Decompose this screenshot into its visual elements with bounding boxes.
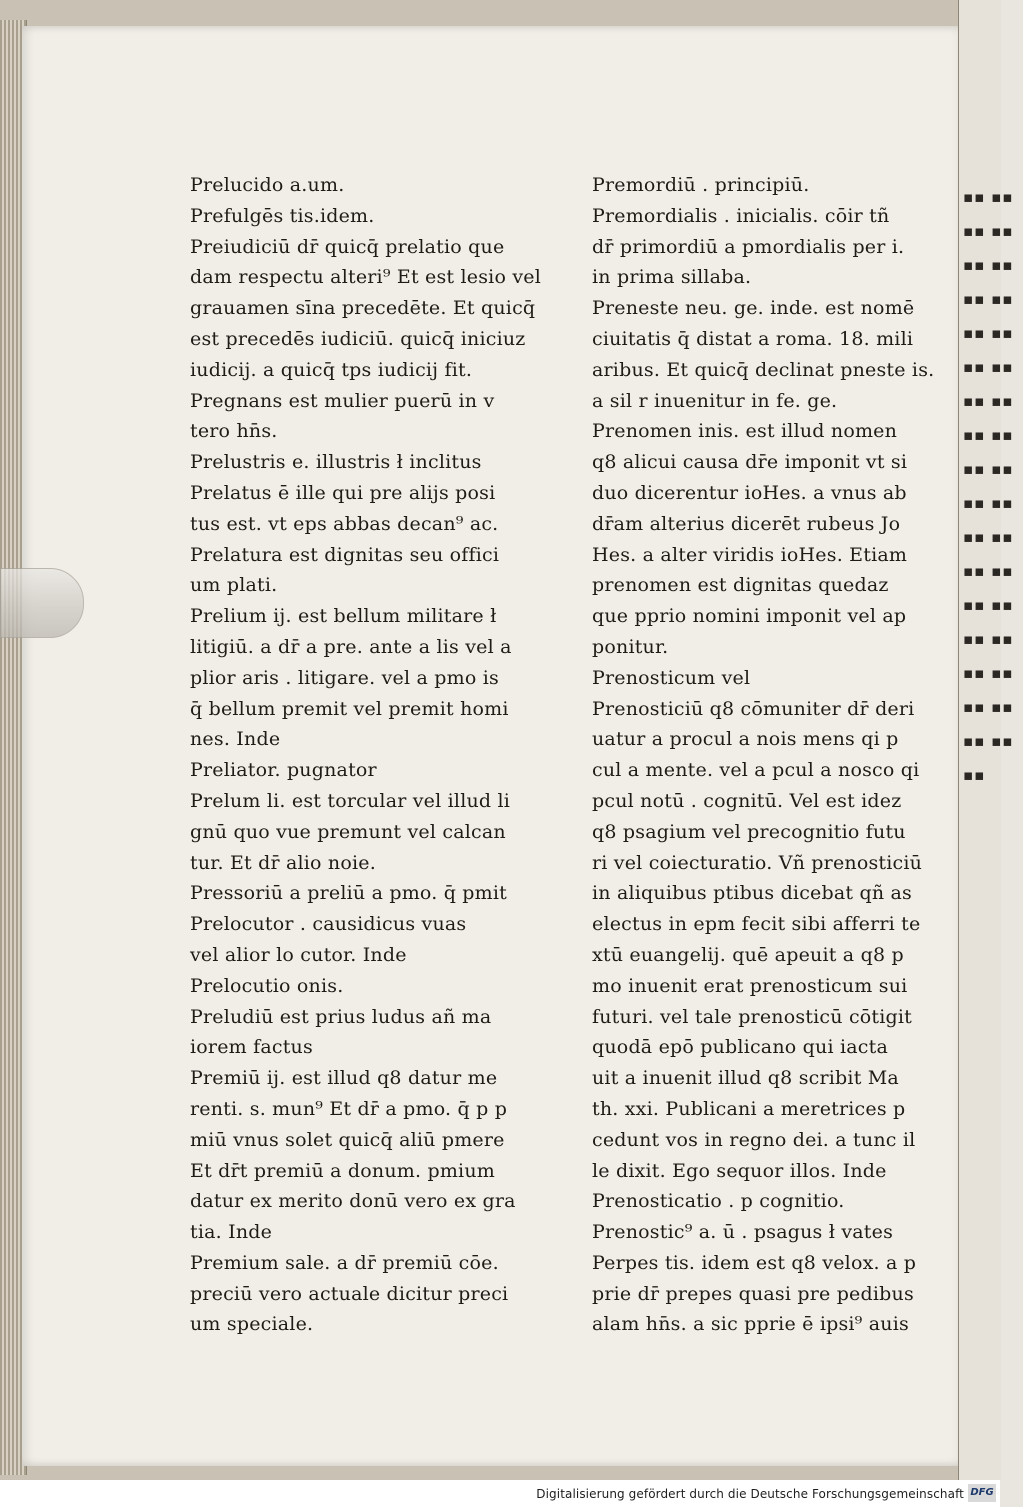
text-line: le dixit. Ego sequor illos. Inde (592, 1159, 887, 1182)
text-line: Prelocutor . causidicus vuas (190, 913, 467, 936)
text-line: dam respectu alteri⁹ Et est lesio vel (190, 266, 541, 289)
text-line: litigiū. a dr̄ a pre. ante a lis vel a (190, 635, 512, 658)
text-line: q̄ bellum premit vel premit homi (190, 697, 509, 720)
text-line: quodā epō publicano qui iacta (592, 1036, 888, 1059)
text-line: um speciale. (190, 1313, 314, 1336)
text-line: preciū vero actuale dicitur preci (190, 1282, 509, 1305)
text-line: q8 psagium vel precognitio futu (592, 820, 906, 843)
text-line: grauamen sīna precedēte. Et quicq̄ (190, 297, 536, 320)
text-line: Premordialis . inicialis. cōir tñ (592, 204, 890, 227)
text-line: uatur a procul a nois mens qi p (592, 728, 899, 751)
text-line: ciuitatis q̄ distat a roma. 18. mili (592, 327, 914, 350)
text-line: miū vnus solet quicq̄ aliū pmere (190, 1128, 505, 1151)
text-line: Prelatura est dignitas seu offici (190, 543, 500, 566)
text-line: th. xxi. Publicani a meretrices p (592, 1097, 906, 1120)
text-line: ponitur. (592, 635, 669, 658)
text-line: Preliator. pugnator (190, 759, 377, 782)
text-line: duo dicerentur ioHes. a vnus ab (592, 481, 907, 504)
text-line: electus in epm fecit sibi afferri te (592, 913, 921, 936)
right-text-column (592, 170, 935, 1340)
text-line: que pprio nomini imponit vel ap (592, 605, 907, 628)
text-line: xtū euangelij. quē apeuit a q8 p (592, 943, 904, 966)
text-line: dr̄ primordiū a pmordialis per i. (592, 235, 905, 258)
text-line: mo inuenit erat prenosticum sui (592, 974, 908, 997)
text-line: Pregnans est mulier puerū in v (190, 389, 495, 412)
text-line: Prelatus ē ille qui pre alijs posi (190, 481, 496, 504)
text-line: iorem factus (190, 1036, 313, 1059)
text-line: Prelium ij. est bellum militare ł (190, 605, 497, 628)
text-line: uit a inuenit illud q8 scribit Ma (592, 1067, 899, 1090)
text-line: datur ex merito donū vero ex gra (190, 1190, 516, 1213)
text-line: Perpes tis. idem est q8 velox. a p (592, 1251, 917, 1274)
text-line: Prenosticum vel (592, 666, 751, 689)
left-text-column (190, 170, 541, 1340)
text-line: Prenostic⁹ a. ū . psagus ł vates (592, 1221, 894, 1244)
text-line: prenomen est dignitas quedaz (592, 574, 889, 597)
text-line: alam hn̄s. a sic pprie ē ipsi⁹ auis (592, 1313, 909, 1336)
text-line: Preludiū est prius ludus añ ma (190, 1005, 492, 1028)
text-line: cedunt vos in regno dei. a tunc il (592, 1128, 916, 1151)
text-line: um plati. (190, 574, 278, 597)
text-line: pcul notū . cognitū. Vel est idez (592, 789, 902, 812)
text-line: tus est. vt eps abbas decan⁹ ac. (190, 512, 499, 535)
text-line: est precedēs iudiciū. quicq̄ iniciuz (190, 327, 526, 350)
text-line: aribus. Et quicq̄ declinat pneste is. (592, 358, 935, 381)
text-line: futuri. vel tale prenosticū cōtigit (592, 1005, 913, 1028)
text-line: nes. Inde (190, 728, 281, 751)
text-line: Et dr̄t premiū a donum. pmium (190, 1159, 495, 1182)
text-line: plior aris . litigare. vel a pmo is (190, 666, 499, 689)
text-line: Premium sale. a dr̄ premiū cōe. (190, 1251, 499, 1274)
page-clip (0, 568, 84, 638)
text-line: dr̄am alterius dicerēt rubeus Jo (592, 512, 901, 535)
text-line: cul a mente. vel a pcul a nosco qi (592, 759, 920, 782)
text-line: vel alior lo cutor. Inde (190, 943, 407, 966)
text-line: in prima sillaba. (592, 266, 752, 289)
text-line: tero hn̄s. (190, 420, 278, 443)
text-line: Prelum li. est torcular vel illud li (190, 789, 511, 812)
text-line: Prelustris e. illustris ł inclitus (190, 451, 482, 474)
text-line: gnū quo vue premunt vel calcan (190, 820, 506, 843)
text-line: Premordiū . principiū. (592, 174, 810, 196)
text-line: Premiū ij. est illud q8 datur me (190, 1067, 498, 1090)
text-line: tur. Et dr̄ alio noie. (190, 851, 376, 874)
text-line: Prenosticiū q8 cōmuniter dr̄ deri (592, 697, 915, 720)
text-line: Prenosticatio . p cognitio. (592, 1190, 845, 1213)
funding-credit: Digitalisierung gefördert durch die Deutsche Forschungsgemeinschaft (536, 1487, 964, 1501)
text-line: tia. Inde (190, 1221, 273, 1244)
text-line: Preiudiciū dr̄ quicq̄ prelatio que (190, 235, 505, 258)
text-line: Preneste neu. ge. inde. est nomē (592, 297, 915, 320)
text-line: q8 alicui causa dr̄e imponit vt si (592, 451, 908, 474)
text-line: a sil r inuenitur in fe. ge. (592, 389, 838, 412)
facing-page-bleed-text: ▪▪ ▪▪ ▪▪ ▪▪ ▪▪ ▪▪ ▪▪ ▪▪ ▪▪ ▪▪ ▪▪ ▪▪ ▪▪ ▪▪ ▪▪ ▪▪ ▪▪ ▪▪ ▪▪ ▪▪ ▪▪ ▪▪ ▪▪ ▪▪ ▪▪ ▪▪ ▪▪ ▪▪ ▪▪ ▪▪ ▪▪ ▪▪ ▪▪ ▪▪ ▪▪ (963, 188, 1014, 784)
text-line: Pressoriū a preliū a pmo. q̄ pmit (190, 882, 507, 905)
text-line: iudicij. a quicq̄ tps iudicij fit. (190, 358, 473, 381)
text-line: Prefulgēs tis.idem. (190, 204, 375, 227)
text-line: renti. s. mun⁹ Et dr̄ a pmo. q̄ p p (190, 1097, 508, 1120)
dfg-logo-icon: DFG (968, 1484, 996, 1502)
text-line: ri vel coiecturatio. Vñ prenosticiū (592, 851, 923, 874)
text-line: prie dr̄ prepes quasi pre pedibus (592, 1282, 914, 1305)
text-line: Prenomen inis. est illud nomen (592, 420, 898, 443)
footer-bar (0, 1480, 1000, 1507)
text-line: Prelocutio onis. (190, 974, 344, 997)
facing-page-edge (958, 0, 1014, 1480)
text-line: in aliquibus ptibus dicebat qñ as (592, 882, 912, 905)
text-line: Prelucido a.um. (190, 174, 345, 196)
text-line: Hes. a alter viridis ioHes. Etiam (592, 543, 908, 566)
